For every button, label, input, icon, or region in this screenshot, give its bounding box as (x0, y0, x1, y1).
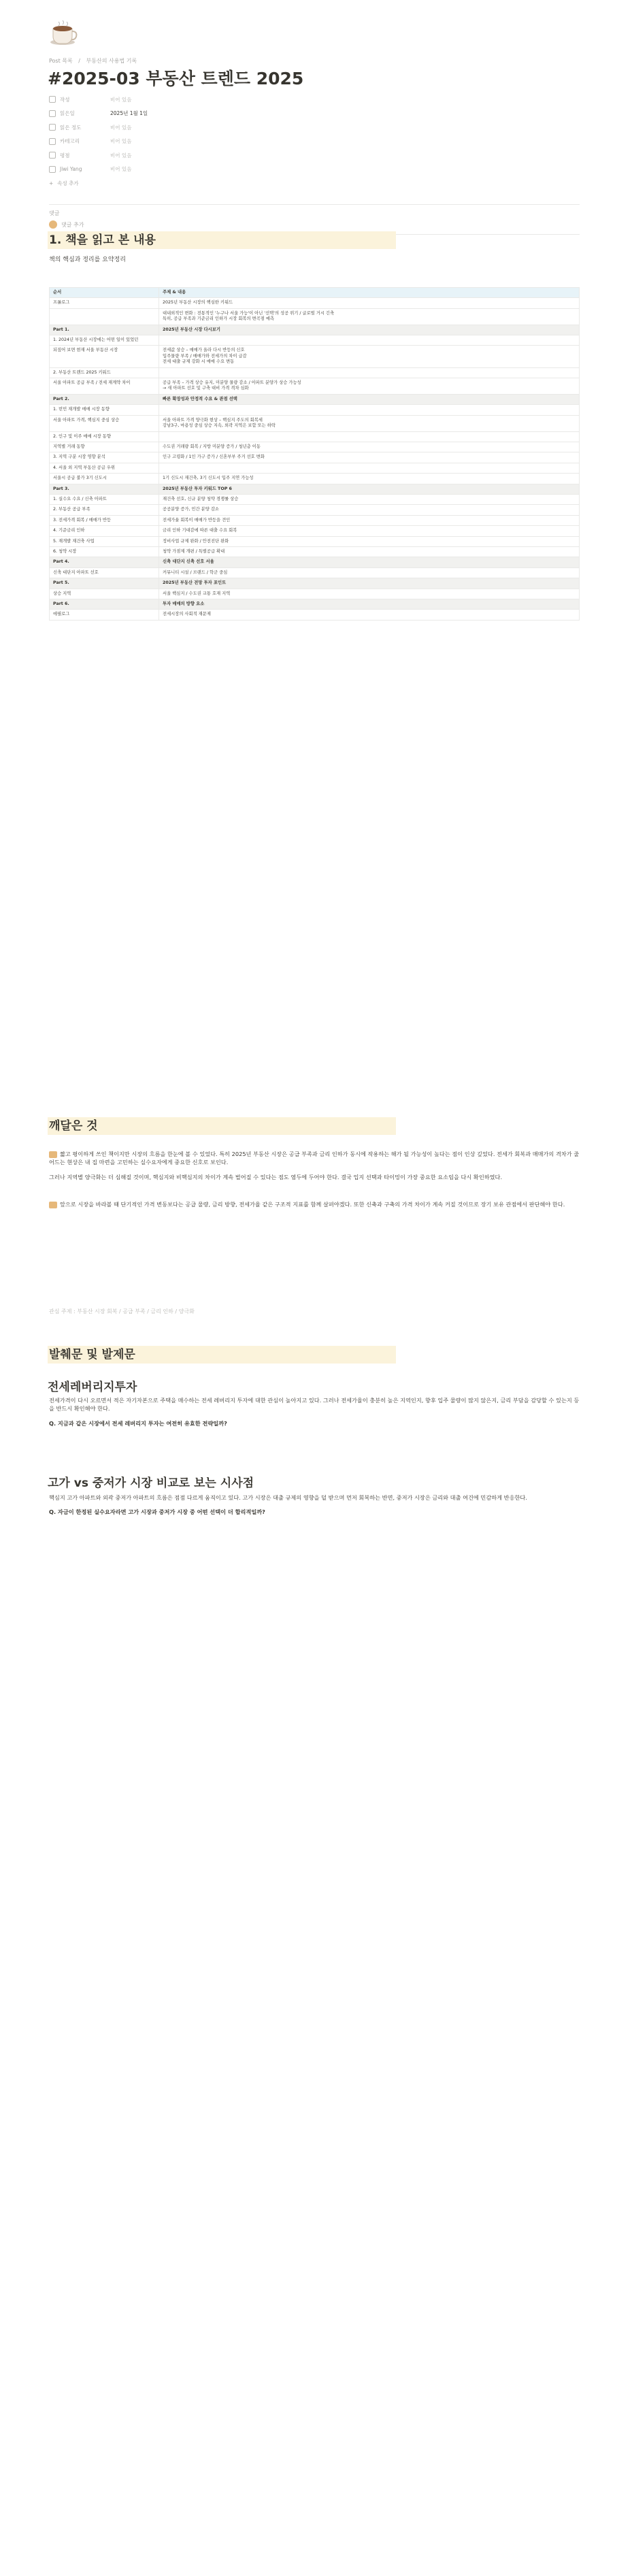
table-cell: 1. 빈민 재개발 매매 시장 동향 (50, 405, 159, 415)
table-cell (159, 463, 580, 473)
property-row[interactable] (49, 163, 525, 177)
property-value[interactable]: 비어 있음 (110, 166, 132, 173)
table-part-row (50, 484, 580, 494)
table-cell: 서울 아파트 가격 양극화 현상 – 핵심지 주도의 회복세 강남3구, 마용성 중심 상승 지속, 외곽 지역은 보합 또는 하락 (159, 415, 580, 431)
property-row[interactable] (49, 135, 525, 149)
table-header-cell: 순서 (50, 288, 159, 298)
section-heading: 1. 책을 읽고 본 내용 (48, 231, 396, 249)
table-row (50, 405, 580, 415)
section-heading: 깨달은 것 (48, 1117, 396, 1135)
table-cell: 2025년 부동산 전망 투자 포인트 (159, 578, 580, 589)
table-cell: 프롤로그 (50, 298, 159, 308)
table-cell: 4. 서울 외 지역 부동산 공급 우위 (50, 463, 159, 473)
properties (49, 93, 525, 191)
table-row (50, 567, 580, 578)
property-value[interactable]: 비어 있음 (110, 124, 132, 131)
table-cell: 정비사업 규제 완화 / 안전진단 완화 (159, 536, 580, 546)
table-row (50, 515, 580, 525)
comment-placeholder[interactable]: 댓글 추가 (61, 221, 84, 228)
table-cell: 되짚어 보면 현재 서울 부동산 시장 (50, 346, 159, 367)
table-cell: 5. 재개발 재건축 사업 (50, 536, 159, 546)
table-cell: Part 1. (50, 325, 159, 335)
star-icon (49, 152, 56, 159)
property-key: 작성 (60, 96, 70, 103)
calendar-icon (49, 110, 56, 117)
section-subtitle: 책의 핵심과 정리를 요약정리 (49, 257, 126, 263)
related-link[interactable]: 관심 주제 : 부동산 시장 회복 / 공급 부족 / 금리 인하 / 양극화 (49, 1308, 195, 1315)
table-row (50, 463, 580, 473)
property-value[interactable]: 비어 있음 (110, 96, 132, 103)
table-cell: 커뮤니티 시설 / 브랜드 / 학군 중심 (159, 567, 580, 578)
table-row (50, 415, 580, 431)
table-row (50, 431, 580, 442)
table-part-row (50, 599, 580, 610)
table-row (50, 298, 580, 308)
table-cell: 2. 인구 및 이주 매매 시장 동향 (50, 431, 159, 442)
table-row (50, 452, 580, 463)
table-cell: Part 5. (50, 578, 159, 589)
table-cell: 전세시장의 사회적 재문제 (159, 610, 580, 620)
table-cell: 6. 청약 시장 (50, 546, 159, 557)
subsection-heading: 고가 vs 중저가 시장 비교로 보는 시사점 (48, 1476, 254, 1490)
progress-icon (49, 124, 56, 131)
table-cell: 2. 부동산 공급 부족 (50, 505, 159, 515)
paragraph: 전세가격이 다시 오르면서 적은 자기자본으로 주택을 매수하는 전세 레버리지 투자에 대한 관심이 높아지고 있다. 그러나 전세가율이 충분히 높은 지역인지, 향후 입주 물량이 많지 않은지, 금리 부담을 감당할 수 있는지 등을 반드시 확인해야 한다. (49, 1397, 580, 1413)
table-row (50, 589, 580, 599)
property-value[interactable]: 비어 있음 (110, 152, 132, 159)
table-row (50, 610, 580, 620)
table-part-row (50, 394, 580, 404)
table-cell: 4. 기준금리 인하 (50, 526, 159, 536)
table-cell: 3. 지역 구분 시장 영향 분석 (50, 452, 159, 463)
coffee-icon (49, 1151, 57, 1158)
subsection-heading: 전세레버리지투자 (48, 1381, 137, 1394)
table-cell: 인구 고령화 / 1인 가구 증가 / 신혼부부 주거 선호 변화 (159, 452, 580, 463)
property-row[interactable] (49, 93, 525, 107)
table-part-row (50, 578, 580, 589)
table-cell: 1. 실수요 수요 / 신축 아파트 (50, 494, 159, 504)
table-cell: 투자 매매의 방향 요소 (159, 599, 580, 610)
table-cell: 빠른 확장성과 안정적 수요 & 관점 선택 (159, 394, 580, 404)
table-cell (159, 431, 580, 442)
table-cell: 전세가율 회복이 매매가 반등을 견인 (159, 515, 580, 525)
property-key: 읽은일 (60, 110, 75, 117)
property-row[interactable] (49, 120, 525, 135)
table-cell: 공급 부족 – 가격 상승 유지, 미분양 물량 감소 / 아파트 분양가 상승 가능성 → 새 아파트 선호 및 구축 대비 가격 격차 심화 (159, 378, 580, 395)
table-cell: Part 4. (50, 557, 159, 567)
table-cell: 에필로그 (50, 610, 159, 620)
paragraph: 그러나 지역별 양극화는 더 심해질 것이며, 핵심지와 비핵심지의 차이가 계속 벌어질 수 있다는 점도 염두에 두어야 한다. 결국 입지 선택과 타이밍이 가장 중요한 요소임을 다시 확인하였다. (49, 1173, 503, 1180)
table-row (50, 346, 580, 367)
table-cell: 서울 아파트 가격, 핵심지 중심 상승 (50, 415, 159, 431)
paragraph: 짧고 평이하게 쓰인 책이지만 시장의 흐름을 한눈에 볼 수 있었다. 특히 2025년 부동산 시장은 공급 부족과 금리 인하가 동시에 작용하는 해가 될 가능성이 높다는 점이 인상 깊었다. 전세가 회복과 매매가의 격차가 줄어드는 현상은 내 집 마련을 고민하는 실수요자에게 중요한 신호로 보인다. (49, 1151, 580, 1166)
table-row (50, 536, 580, 546)
table-cell: 1. 2024년 부동산 시장에는 어떤 일이 있었던 (50, 335, 159, 346)
table-row (50, 546, 580, 557)
add-property-button[interactable]: + 속성 추가 (49, 180, 79, 186)
text-icon (49, 96, 56, 103)
table-cell: 재건축 선호, 신규 분양 청약 경쟁률 상승 (159, 494, 580, 504)
table-row (50, 494, 580, 504)
table-cell: 수도권 거래량 회복 / 지방 미분양 증가 / 청년층 이동 (159, 442, 580, 452)
property-value[interactable]: 2025년 1월 1일 (110, 110, 148, 117)
property-key: 카테고리 (60, 138, 80, 145)
paragraph: 핵심지 고가 아파트와 외곽 중저가 아파트의 흐름은 점점 다르게 움직이고 있다. 고가 시장은 대출 규제의 영향을 덜 받으며 먼저 회복하는 반면, 중저가 시장은 금리와 대출 여건에 민감하게 반응한다. (49, 1494, 527, 1501)
property-value[interactable]: 비어 있음 (110, 138, 132, 145)
table-part-row (50, 557, 580, 567)
add-property-label: 속성 추가 (57, 180, 79, 186)
table-cell: 신축 대단지 신축 선호 서울 (159, 557, 580, 567)
table-row (50, 526, 580, 536)
summary-table (49, 287, 580, 621)
table-cell: 서울 핵심지 / 수도권 교통 호재 지역 (159, 589, 580, 599)
property-key: 평점 (60, 152, 70, 159)
table-cell: 청약 가점제 개편 / 특별공급 확대 (159, 546, 580, 557)
table-cell (159, 405, 580, 415)
table-row (50, 308, 580, 325)
table-cell: Part 2. (50, 394, 159, 404)
table-row (50, 442, 580, 452)
tag-icon (49, 138, 56, 145)
table-row (50, 505, 580, 515)
question: Q. 자금이 한정된 실수요자라면 고가 시장과 중저가 시장 중 어떤 선택이 더 합리적일까? (49, 1508, 265, 1516)
property-key: Jiwi Yang (60, 166, 82, 173)
excerpt-body (49, 1396, 580, 1434)
table-cell: 전세값 상승 – 매매가 올라 다시 반등의 신호 입주물량 부족 / 매매가와 전세가의 차이 급감 전세 대출 규제 강화 시 매매 수요 변동 (159, 346, 580, 367)
table-cell (159, 367, 580, 378)
table-cell (159, 335, 580, 346)
table-cell: 공공분양 증가, 민간 분양 감소 (159, 505, 580, 515)
table-cell: 2025년 부동산 투자 키워드 TOP 6 (159, 484, 580, 494)
table-cell: 2. 부동산 트렌드 2025 키워드 (50, 367, 159, 378)
table-cell: 2025년 부동산 시장의 핵심한 키워드 (159, 298, 580, 308)
table-cell (50, 308, 159, 325)
table-row (50, 367, 580, 378)
table-cell: 서울시 공급 불가 3기 신도시 (50, 474, 159, 484)
table-cell: Part 3. (50, 484, 159, 494)
breadcrumb[interactable]: Post 목록 / 부동산의 사용법 기록 (49, 58, 137, 64)
table-cell: 3. 전세가격 회복 / 매매가 반등 (50, 515, 159, 525)
table-header-row (50, 288, 580, 298)
table-cell: 2025년 부동산 시장 다시보기 (159, 325, 580, 335)
property-row[interactable] (49, 107, 525, 121)
property-key: 읽은 정도 (60, 124, 82, 131)
add-comment[interactable] (49, 220, 84, 229)
reflection-body (49, 1150, 580, 1215)
comments-label: 댓글 (49, 210, 60, 216)
question: Q. 지금과 같은 시장에서 전세 레버리지 투자는 여전히 유효한 전략일까? (49, 1419, 227, 1427)
breadcrumb-item[interactable]: Post 목록 (49, 58, 73, 64)
table-row (50, 378, 580, 395)
table-cell: 1기 신도시 재건축, 3기 신도시 입주 지연 가능성 (159, 474, 580, 484)
excerpt-body (49, 1493, 580, 1523)
section-heading: 발췌문 및 발제문 (48, 1346, 396, 1364)
table-cell: 금리 인하 기대감에 따른 대출 수요 회복 (159, 526, 580, 536)
coffee-cup-icon (49, 19, 79, 46)
table-cell: 상승 지역 (50, 589, 159, 599)
breadcrumb-item[interactable]: 부동산의 사용법 기록 (86, 58, 137, 64)
paragraph: 앞으로 시장을 바라볼 때 단기적인 가격 변동보다는 공급 물량, 금리 방향, 전세가율 같은 구조적 지표를 함께 살펴야겠다. 또한 신축과 구축의 가격 차이가 계속 커질 것이므로 장기 보유 관점에서 판단해야 한다. (60, 1201, 565, 1208)
divider (49, 204, 580, 205)
table-cell: 지역별 거래 동향 (50, 442, 159, 452)
table-row (50, 335, 580, 346)
table-cell: 신축 대단지 아파트 선호 (50, 567, 159, 578)
coffee-icon (49, 1202, 57, 1208)
table-part-row (50, 325, 580, 335)
avatar (49, 220, 57, 229)
property-row[interactable] (49, 148, 525, 163)
table-cell: 대내외적인 변화 : 전통적인 '누구나 서울 가능'이 아닌 '선택'의 성공 위기 / 글로벌 거시 긴축 특히, 공급 부족과 기준금리 인하가 시장 회복의 변곡점 예측 (159, 308, 580, 325)
person-icon (49, 166, 56, 173)
table-header-cell: 주제 & 내용 (159, 288, 580, 298)
page-title: #2025-03 부동산 트렌드 2025 (48, 69, 304, 88)
table-cell: 서울 아파트 공급 부족 / 전세 재계약 차이 (50, 378, 159, 395)
table-row (50, 474, 580, 484)
table-cell: Part 6. (50, 599, 159, 610)
